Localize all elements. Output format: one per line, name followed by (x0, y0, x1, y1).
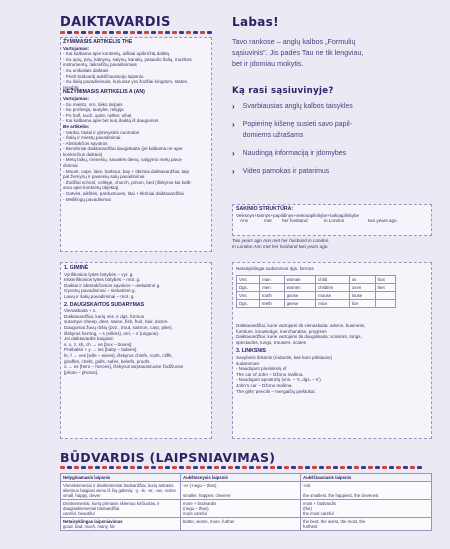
example-line: Two years ago Ann met her husband in London. (232, 238, 330, 243)
table-header-row (61, 474, 432, 482)
table-cell: mouse (316, 292, 350, 300)
left-title: DAIKTAVARDIS (60, 15, 171, 30)
gender-title: 1. GIMINĖ (64, 265, 89, 271)
cell-line: Dviskiemeniai, kurių pirmasis skiemuo kirčiuotas, ir (63, 501, 160, 506)
table-cell (375, 300, 395, 308)
table-cell: louse (349, 292, 375, 300)
cell-line: the smallest, the happiest, the cleverest (303, 493, 379, 498)
cell-line: skiemuo baigiasi vienu iš šių galūnių: -y, -le, -er, -ow, -some (63, 488, 176, 493)
sentence-structure-formula: Veiksnys+tarinys+papildinys+vietosaplinkybe+laikoaplinkybe (236, 212, 360, 218)
table-cell (61, 500, 181, 518)
gender-plural-box (60, 262, 212, 439)
word: her husband (282, 218, 308, 224)
adjective-title: BŪDVARDIS (LAIPSNIAVIMAS) (60, 450, 276, 465)
cell-line: furthest (303, 524, 318, 529)
cell-line: (the) (303, 506, 312, 511)
gender-line: Gyvūnų pavadinimai – niekatrinė g. (64, 288, 136, 294)
gender-line: Laivų ir šalių pavadinimai – mot. g. (64, 293, 135, 299)
cell-line (183, 524, 298, 529)
table-cell (61, 518, 181, 531)
the-vartojamas: Vartojamas: (63, 45, 90, 51)
table-cell: child (316, 276, 350, 284)
table-header: Nelyginamasis laipsnis (61, 474, 181, 482)
table-cell (61, 482, 181, 500)
list-item-label: Naudingą informaciją ir įdomybes (242, 150, 347, 157)
sentence-structure-words (236, 218, 431, 224)
the-title: ŽYMIMASIS ARTIKELIS THE (63, 39, 133, 45)
table-cell: geese (284, 300, 316, 308)
plural-line: giraffes, chefs, gulfs, safes, beliefs, proofs. (64, 358, 151, 364)
chevron-right-icon: › (232, 102, 235, 111)
list-item-label (243, 120, 352, 141)
table-cell: lice (349, 300, 375, 308)
gender-line: Vyriškosios lyties būtybės – vyr. g. (64, 271, 134, 277)
cell-line: -est (303, 483, 311, 488)
sentence-structure-title: SAKINIO STRUKTŪRA: (236, 206, 294, 212)
list-item-line: domiems užrašams (242, 131, 304, 139)
cell-line: (negu – than) (183, 506, 209, 511)
greeting-title: Labas! (232, 15, 279, 29)
table-cell: oxen (349, 284, 375, 292)
intro-line: Tavo rankose – anglų kalbos „Formulių (232, 37, 356, 46)
the-line: - Prieš būdvardį aukščiausiuoju laipsniu (63, 73, 144, 79)
plural-line: Vienaskaita + s. (64, 308, 97, 314)
be-line: - Bendriniai daiktavardžiai daugiskaita (jei kalbama ne apie (63, 146, 183, 152)
a-vartojamas: Vartojamas: (63, 95, 90, 101)
case-line: - Naudojant prielinksnį of (236, 366, 287, 372)
table-cell: men (260, 284, 284, 292)
cell-line: most + būdvardis (303, 501, 336, 506)
be-line: - Šalių ir miestų pavadinimai (63, 135, 121, 141)
gender-line: Daiktai ir abstrakčiosios sąvokos – niekatrinė g. (64, 282, 161, 288)
cell-line: -er (-negu – than) (183, 483, 217, 488)
table-cell: woman (284, 276, 316, 284)
irregular-line: Daiktavardžiai, kurie vartojami tik vienaskaita: advice, business, (236, 323, 366, 328)
cell-line: smaller, happier, cleverer (183, 493, 231, 498)
plural-line: o → es [hero – heroes], išskyrus tarptautiniuose žodžiuose (64, 364, 184, 370)
table-header: Aukštesnysis laipsnis (181, 474, 301, 482)
be-line: - Meililingų pavadinimai (63, 196, 111, 202)
plural-title: 2. DAUGISKAITOS SUDARYMAS (64, 301, 145, 308)
cell-line: small, happy, clever (63, 493, 101, 498)
adjective-table (60, 473, 432, 531)
a-line: - Su maisto, oro, laiko tarpais (63, 101, 123, 107)
list-item-label: Video pamokas ir patarimus (242, 168, 330, 175)
cell-line: good, bad, much, many, far (63, 524, 115, 529)
the-line: - Su šalių pavadinimais, kuriuose yra žodžiai kingdom, states, (63, 79, 189, 85)
table-cell: ox (349, 276, 375, 284)
be-line: dinimai (63, 163, 78, 169)
case-line: The girls' pencils – mergaičių pieštukai. (236, 388, 316, 394)
table-cell (375, 292, 395, 300)
plural-line: Daiktavardžiai, kurių vns. ir dgs. formos (64, 313, 145, 319)
the-line: republic (63, 84, 80, 90)
be-line: - Žodžiai school, college, church, prison, bed (išskyrus kai kalb- (63, 179, 192, 185)
list-item (232, 102, 353, 113)
the-line: instrumentų, laikraščių pavadinimais (63, 62, 137, 68)
table-cell: tooth (260, 292, 284, 300)
irregular-case-box (232, 262, 432, 439)
articles-box (60, 37, 212, 252)
be-line: pat žemynų ir pavienių salų pavadinimai (63, 174, 145, 180)
irregular-plural-table (236, 275, 396, 308)
intro-text (232, 36, 432, 69)
table-cell (181, 500, 301, 518)
table-cell: Dgs. (237, 284, 260, 292)
plural-line: išskyrus herring, – s (eilkės), eel, – s (ungurai). (64, 330, 160, 336)
chevron-right-icon: › (232, 149, 235, 158)
list-item (232, 167, 329, 178)
word: Ann (240, 218, 249, 224)
table-cell: foot (375, 276, 395, 284)
irregular-line: furniture, knowledge, merchandise, progress (236, 328, 327, 334)
table-cell (181, 518, 301, 531)
chevron-right-icon: › (232, 120, 235, 129)
plural-line: s, x, z, sh, ch → es [box – boxes]. (64, 341, 133, 347)
the-line: - Su unikaliais daiktais (63, 67, 109, 73)
case-line: - Naudojant apostrofą (vns. – 's, dgs. – s') (236, 377, 321, 383)
plural-line: Daugumai žuvų rūšių (pvz., trout, salmon, carp, pike), (64, 324, 173, 330)
plural-line: Jei daiktavardis baigiasi: (64, 336, 114, 342)
list-item (232, 120, 352, 141)
table-cell: mice (316, 300, 350, 308)
case-line: John's car – Džono mašina. (236, 382, 293, 388)
table-row (237, 292, 396, 300)
cell-line: Netaisyklingas laipsniavimas (63, 519, 123, 524)
table-cell (301, 500, 432, 518)
irregular-title: Netaisyklingai sudaromos dgs. formos (236, 266, 314, 271)
table-cell: Vns. (237, 292, 260, 300)
gender-line: Moteriškosios lyties būtybės – mot. g. (64, 277, 141, 283)
table-cell: teeth (260, 300, 284, 308)
the-line: - Su upių, jūrų, kalnynų, salynų, kanalų, pasaulio šalių, muzikos (63, 56, 192, 62)
a-line: - Kai kalbama apie bet kurį daiktą iš daugumos (63, 118, 159, 124)
intro-line: sąsiuvinis". Jis padės Tau ne tik lengviau, (232, 48, 364, 57)
the-line: - Kai kalbama apie konkretų, aiškiai apibrėžtą daiktą (63, 51, 169, 57)
cell-line: Vienskiemeniai ir dviskiemeniai būdvardžiai, kurių antrasis (63, 483, 174, 488)
contents-question: Ką rasi sąsiuvinyje? (232, 86, 334, 96)
table-cell (301, 482, 432, 500)
case-line: The car of John – Džono mašina. (236, 371, 304, 377)
table-row (237, 284, 396, 292)
table-cell: man (260, 276, 284, 284)
sentence-examples (232, 238, 432, 249)
cell-line: the best, the worst, the most, the (303, 519, 366, 524)
table-cell: Vns. (237, 276, 260, 284)
sentence-structure-box (232, 204, 432, 236)
a-line: - Su profesija, tautybe, religija (63, 107, 124, 113)
word: two years ago. (368, 218, 398, 224)
word: in London (324, 218, 345, 224)
table-row (61, 500, 432, 518)
table-cell: children (316, 284, 350, 292)
list-item-line: Popierinę kišenę susieti savo papil- (242, 121, 353, 128)
be-line: - Vardai, titulai ir giminystės nuorodos (63, 129, 140, 135)
list-item-label: Svarbiausias anglų kalbos taisykles (242, 103, 353, 110)
uk-flag-icon (60, 466, 422, 469)
chevron-right-icon: › (232, 167, 235, 176)
be-title: Be artikelio: (63, 123, 90, 129)
example-line: In London Ann met her husband two years ago. (232, 243, 329, 249)
uk-flag-icon (60, 31, 212, 34)
be-line: - Abstrakčios sąvokos (63, 140, 108, 146)
table-row (61, 482, 432, 500)
be-line: ama apie konkretų objektą) (63, 185, 119, 191)
be-line: - Gatvės, aikštės, parduotuvės, titai + tikriniai daiktavardžiai (63, 191, 184, 197)
plural-line: Priebalsė + y → ies [baby – babies]. (64, 347, 138, 353)
irregular-line: spectacles, lungs, trousers, scales (236, 339, 306, 345)
table-cell: feet (375, 284, 395, 292)
a-title: NEŽYMIMASIS ARTIKELIS A (AN) (63, 89, 145, 96)
plural-line: fe, f → ves [wife – wives], išskyrus chiefs, roofs, cliffs, (64, 352, 173, 358)
table-cell: women (284, 284, 316, 292)
intro-line: bet ir įdomiau mokytis. (232, 59, 304, 68)
plural-line: sutampa: sheep, deer, swine, fish, fruit, hair, dozen. (64, 319, 169, 325)
cell-line: careful, beautiful (63, 511, 95, 516)
table-row (237, 276, 396, 284)
cell-line: daugiaskiemeniai būdvardžiai (63, 506, 120, 511)
list-item (232, 149, 346, 160)
table-cell: goose (284, 292, 316, 300)
table-row (237, 300, 396, 308)
cell-line: the most careful (303, 511, 334, 516)
table-cell (181, 482, 301, 500)
word: met (264, 218, 272, 224)
table-header: Aukščiausiasis laipsnis (301, 474, 432, 482)
table-cell (301, 518, 432, 531)
irregular-line: Daiktavardžiai, kurie vartojami tik daugiskaita: scissors, tongs, (236, 334, 362, 340)
case-line: sudaromas: (236, 360, 261, 366)
cell-line: more careful (183, 511, 207, 516)
cell-line: more + būdvardis (183, 501, 217, 506)
be-line: konkrečius daiktus) (63, 151, 103, 157)
be-line: - Metų laikų, mėnesių, savaitės dienų, valgymo metų pava- (63, 157, 183, 163)
table-cell: Dgs. (237, 300, 260, 308)
cell-line: better, worse, more, further (183, 519, 235, 524)
case-title: 3. LINKSNIS (236, 348, 266, 355)
plural-line: [photo – photos]. (64, 369, 99, 375)
be-line: - Mount, cape, lake, harbour, bay + tikriniai daiktavardžiai, taip (63, 168, 190, 174)
table-row (61, 518, 432, 531)
case-line: Savybinis linksnis (rodantis, kas kam priklauso) (236, 354, 332, 360)
a-line: - Po half, such, quite, rather, what (63, 112, 132, 118)
